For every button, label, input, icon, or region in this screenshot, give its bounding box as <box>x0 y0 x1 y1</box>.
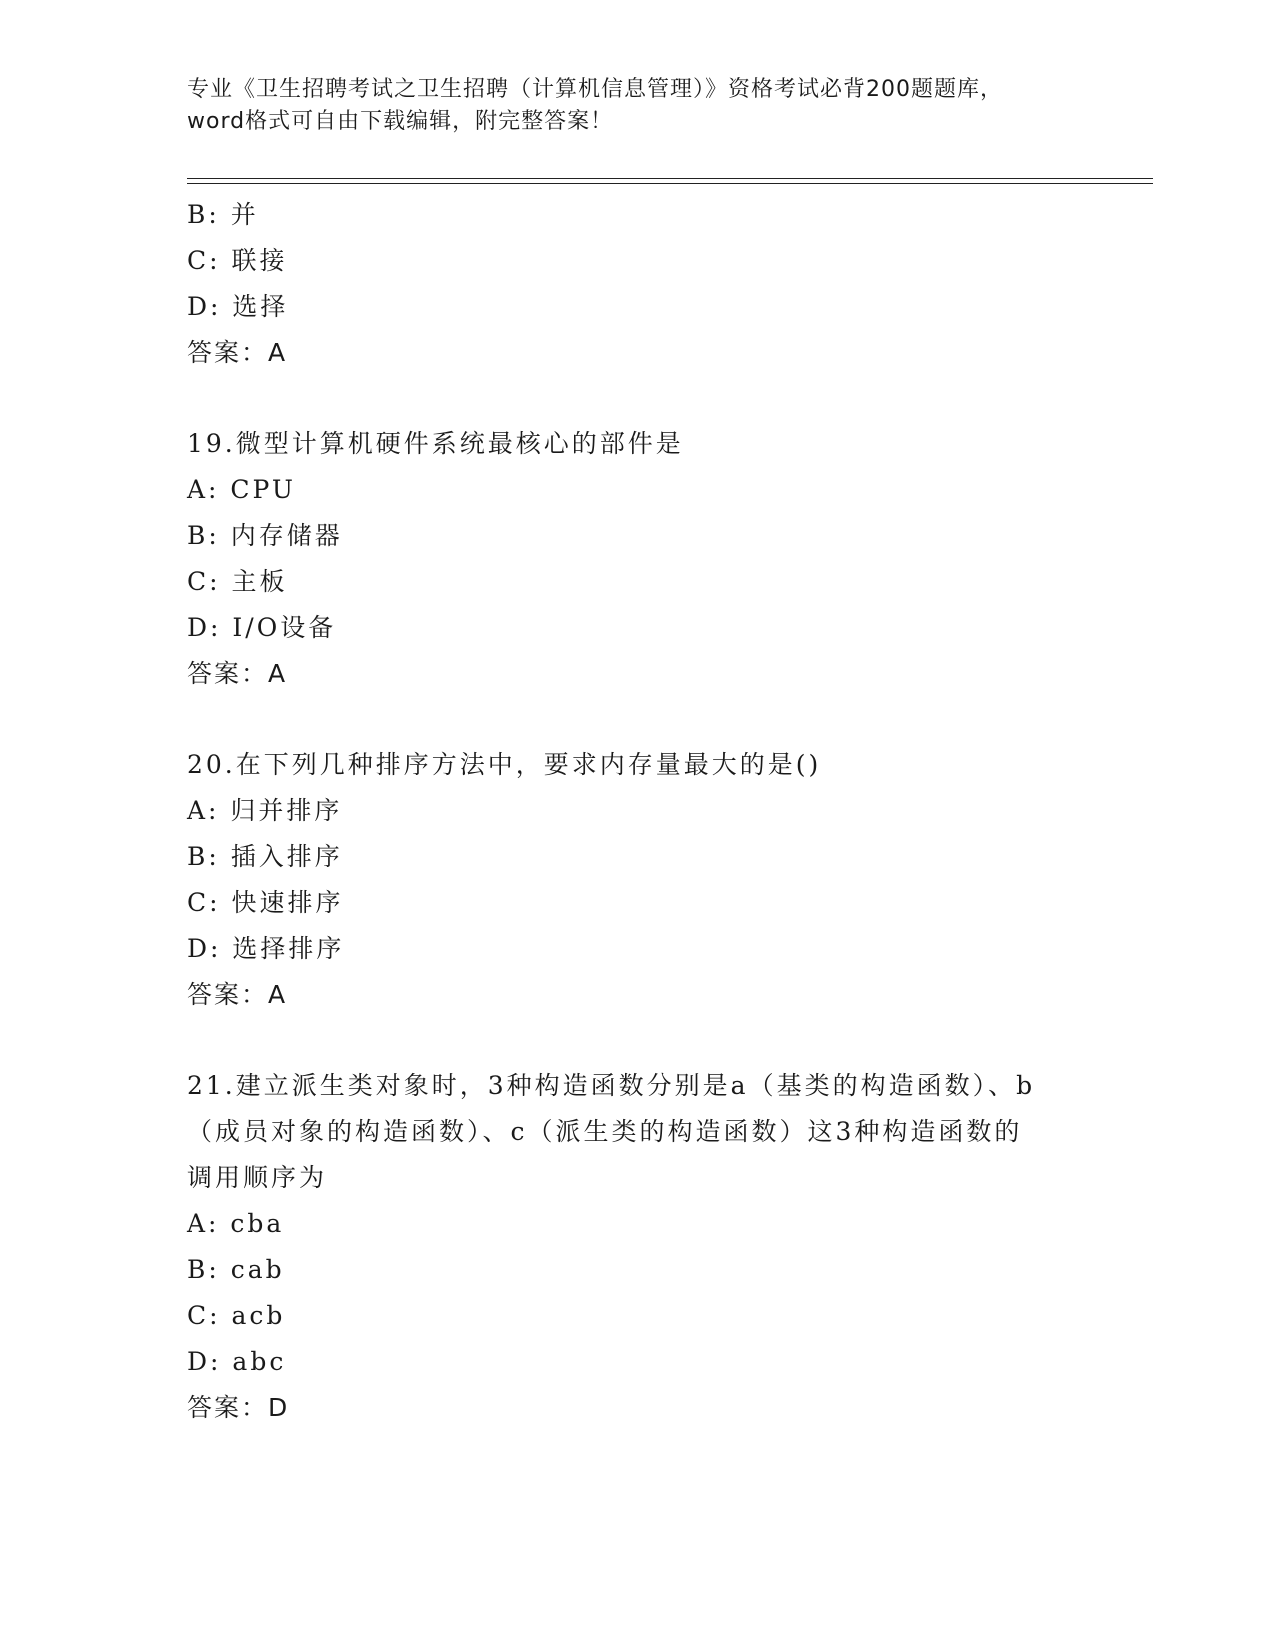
option-b: B: 插入排序 <box>187 842 343 871</box>
option-a: A: CPU <box>187 475 297 504</box>
option-a: A: 归并排序 <box>187 796 343 825</box>
answer-line: 答案：A <box>187 338 288 367</box>
option-b: B: cab <box>187 1255 285 1284</box>
question-gap <box>187 697 1087 742</box>
document-header <box>187 74 1087 138</box>
option-d: D: 选择排序 <box>187 934 345 963</box>
option-b: B: 内存储器 <box>187 521 343 550</box>
question-list <box>187 192 1087 1431</box>
answer-line: 答案：D <box>187 1393 290 1422</box>
header-title-line-2: word格式可自由下载编辑，附完整答案！ <box>187 109 614 134</box>
question-18-continued <box>187 192 1087 376</box>
question-gap <box>187 1018 1087 1063</box>
header-title-line-1: 专业《卫生招聘考试之卫生招聘（计算机信息管理）》资格考试必背200题题库， <box>187 77 1003 102</box>
question-gap <box>187 376 1087 421</box>
option-c: C: 联接 <box>187 246 288 275</box>
question-stem: 20.在下列几种排序方法中，要求内存量最大的是() <box>187 750 822 779</box>
question-stem-line-1: 21.建立派生类对象时，3种构造函数分别是a（基类的构造函数）、b <box>187 1071 1036 1100</box>
question-19 <box>187 421 1087 697</box>
option-d: D: I/O设备 <box>187 613 337 642</box>
answer-line: 答案：A <box>187 980 288 1009</box>
question-21 <box>187 1063 1087 1431</box>
option-d: D: abc <box>187 1347 287 1376</box>
header-divider-top <box>187 178 1153 179</box>
question-stem: 19.微型计算机硬件系统最核心的部件是 <box>187 429 684 458</box>
option-a: A: cba <box>187 1209 285 1238</box>
option-c: C: acb <box>187 1301 286 1330</box>
answer-line: 答案：A <box>187 659 288 688</box>
question-stem-line-3: 调用顺序为 <box>187 1163 328 1192</box>
option-c: C: 快速排序 <box>187 888 344 917</box>
option-c: C: 主板 <box>187 567 288 596</box>
question-stem-line-2: （成员对象的构造函数）、c（派生类的构造函数）这3种构造函数的 <box>187 1117 1023 1146</box>
question-20 <box>187 742 1087 1018</box>
header-divider-bottom <box>187 183 1153 184</box>
option-d: D: 选择 <box>187 292 289 321</box>
option-b: B: 并 <box>187 200 259 229</box>
